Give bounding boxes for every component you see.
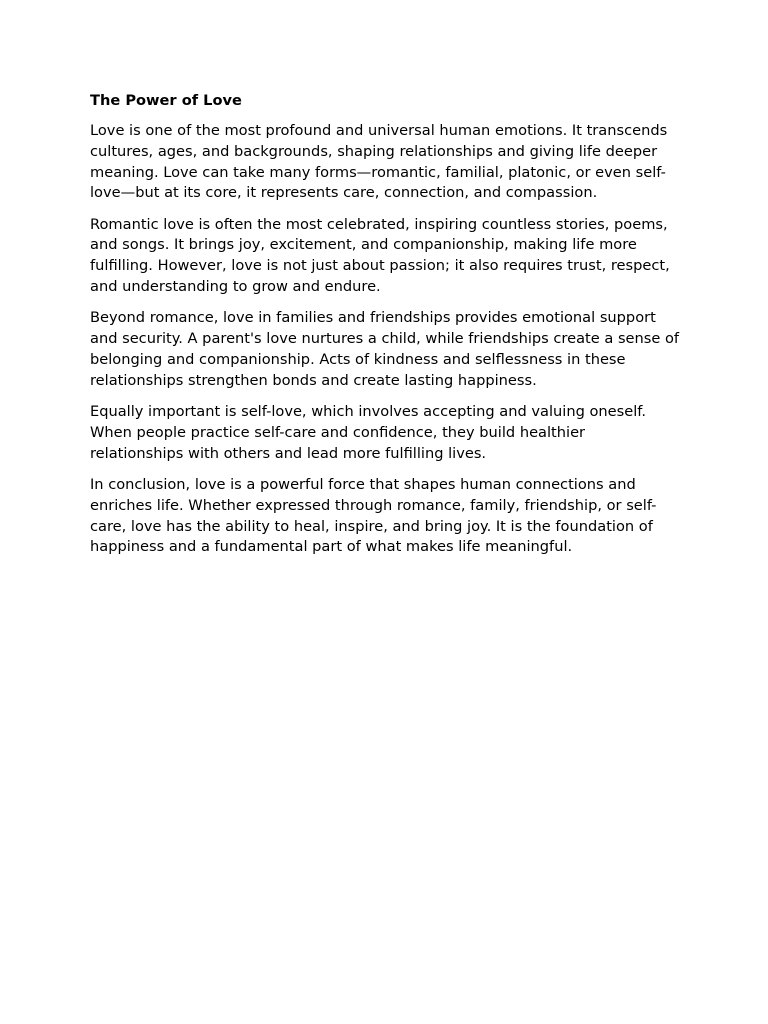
paragraph-romantic-love: Romantic love is often the most celebrated, inspiring countless stories, poems, and songs. It brings joy, excitement, and companionship, making life more fulfilling. However, love is not just about passion; it also requires trust, respect, and understanding to grow and endure. (90, 215, 670, 296)
paragraph-conclusion: In conclusion, love is a powerful force that shapes human connections and enriches life. Whether expressed through romance, family, friendship, or self-care, love has the ability to heal, inspire, and bring joy. It is the foundation of happiness and a fundamental part of what makes life meaningful. (90, 475, 657, 556)
document-body (90, 90, 680, 569)
paragraph-intro: Love is one of the most profound and universal human emotions. It transcends cultures, ages, and backgrounds, shaping relationships and giving life deeper meaning. Love can take many forms—romantic, familial, platonic, or even self-love—but at its core, it represents care, connection, and compassion. (90, 122, 668, 202)
paragraph-family-friendship: Beyond romance, love in families and friendships provides emotional support and security. A parent's love nurtures a child, while friendships create a sense of belonging and companionship. Acts of kindness and selflessness in these relationships strengthen bonds and create lasting happiness. (90, 309, 680, 389)
document-title: The Power of Love (90, 92, 242, 109)
paragraph-self-love: Equally important is self-love, which involves accepting and valuing oneself. When people practice self-care and confidence, they build healthier relationships with others and lead more fulfilling lives. (90, 403, 647, 462)
